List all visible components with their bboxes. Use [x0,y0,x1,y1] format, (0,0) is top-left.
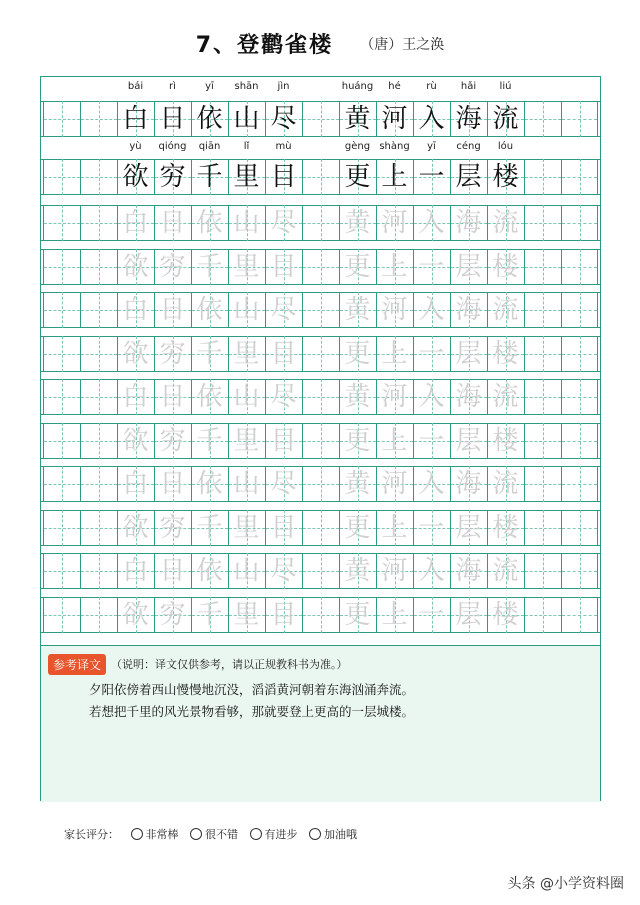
tracing-character: 流 [492,556,519,586]
tracing-character: 千 [196,339,223,369]
tracing-character: 尽 [270,469,297,499]
grid-cell[interactable] [80,510,117,546]
tracing-character: 河 [381,382,408,412]
tracing-character: 黄 [344,556,371,586]
tracing-character: 海 [455,556,482,586]
grid-cell[interactable] [43,205,80,241]
grid-cell[interactable] [80,553,117,589]
tracing-character: 更 [344,600,371,630]
pinyin-label: rì [169,81,176,92]
grid-cell[interactable] [80,205,117,241]
tracing-character: 上 [381,339,408,369]
grid-cell[interactable] [524,159,561,195]
tracing-character: 欲 [122,600,149,630]
tracing-character: 日 [159,382,186,412]
tracing-character: 里 [233,339,260,369]
grid-cell[interactable] [80,466,117,502]
poem-character: 里 [233,162,260,192]
grid-cell[interactable] [524,336,561,372]
tracing-character: 层 [455,513,482,543]
pinyin-label: hǎi [460,81,477,92]
translation-line: 若想把千里的风光景物看够，那就要登上更高的一层城楼。 [89,704,415,719]
grid-cell[interactable] [561,597,598,633]
grid-cell[interactable] [43,423,80,459]
tracing-character: 山 [233,382,260,412]
practice-sheet [40,76,601,801]
tracing-character: 海 [455,382,482,412]
tracing-character: 目 [270,513,297,543]
tracing-character: 海 [455,208,482,238]
rating-label: 家长评分： [64,828,119,841]
tracing-character: 山 [233,295,260,325]
poem-character: 欲 [122,162,149,192]
poem-character: 入 [418,104,445,134]
grid-cell[interactable] [524,101,561,137]
grid-cell[interactable] [302,336,339,372]
tracing-character: 一 [418,252,445,282]
tracing-character: 黄 [344,382,371,412]
tracing-character: 更 [344,252,371,282]
grid-cell[interactable] [302,379,339,415]
poem-character: 流 [492,104,519,134]
grid-cell[interactable] [561,423,598,459]
pinyin-label: qiān [198,141,221,152]
tracing-character: 入 [418,382,445,412]
tracing-character: 上 [381,600,408,630]
tracing-character: 流 [492,469,519,499]
grid-cell[interactable] [302,553,339,589]
rating-option-label: 很不错 [205,828,238,841]
tracing-character: 里 [233,600,260,630]
grid-cell[interactable] [302,159,339,195]
grid-cell[interactable] [302,292,339,328]
pinyin-label: céng [456,141,481,152]
grid-cell[interactable] [524,553,561,589]
grid-cell[interactable] [561,249,598,285]
tracing-character: 山 [233,469,260,499]
poem-character: 千 [196,162,223,192]
tracing-character: 河 [381,469,408,499]
grid-cell[interactable] [43,159,80,195]
grid-cell[interactable] [524,205,561,241]
pinyin-label: gèng [344,141,371,152]
grid-cell[interactable] [43,466,80,502]
grid-cell[interactable] [80,159,117,195]
grid-cell[interactable] [302,510,339,546]
tracing-character: 欲 [122,513,149,543]
rating-option-label: 加油哦 [324,828,357,841]
grid-cell[interactable] [524,597,561,633]
tracing-character: 穷 [159,339,186,369]
rating-option-label: 有进步 [264,828,298,841]
tracing-character: 山 [233,556,260,586]
poem-character: 山 [233,104,260,134]
tracing-character: 河 [381,295,408,325]
grid-cell[interactable] [80,423,117,459]
poem-character: 目 [270,162,297,192]
tracing-character: 层 [455,426,482,456]
grid-cell[interactable] [43,292,80,328]
poem-character: 白 [122,104,149,134]
tracing-character: 依 [196,556,223,586]
tracing-character: 千 [196,513,223,543]
grid-cell[interactable] [302,249,339,285]
rating-option-circle[interactable] [131,828,143,840]
tracing-character: 穷 [159,513,186,543]
tracing-character: 楼 [492,339,519,369]
poem-character: 海 [455,104,482,134]
grid-cell[interactable] [43,510,80,546]
grid-cell[interactable] [43,101,80,137]
pinyin-label: yù [129,141,142,152]
tracing-character: 更 [344,513,371,543]
tracing-character: 黄 [344,295,371,325]
tracing-character: 千 [196,600,223,630]
pinyin-label: huáng [341,81,374,92]
tracing-character: 入 [418,469,445,499]
pinyin-label: shàng [379,141,410,152]
tracing-character: 流 [492,382,519,412]
tracing-character: 流 [492,295,519,325]
tracing-character: 穷 [159,600,186,630]
rating-option-circle[interactable] [250,828,262,840]
poem-character: 穷 [159,162,186,192]
tracing-character: 日 [159,295,186,325]
tracing-character: 层 [455,252,482,282]
tracing-character: 目 [270,426,297,456]
poem-character: 楼 [492,162,519,192]
tracing-character: 白 [122,382,149,412]
grid-cell[interactable] [80,379,117,415]
tracing-character: 千 [196,426,223,456]
pinyin-label: qióng [158,141,187,152]
reference-panel [41,645,600,802]
tracing-character: 白 [122,208,149,238]
rating-option-circle[interactable] [190,828,202,840]
tracing-character: 白 [122,556,149,586]
pinyin-label: yī [427,141,436,152]
poem-character: 更 [344,162,371,192]
tracing-character: 白 [122,295,149,325]
poem-character: 日 [159,104,186,134]
grid-cell[interactable] [80,249,117,285]
tracing-character: 千 [196,252,223,282]
tracing-character: 层 [455,339,482,369]
tracing-character: 依 [196,469,223,499]
grid-cell[interactable] [561,159,598,195]
rating-option-circle[interactable] [309,828,321,840]
tracing-character: 日 [159,556,186,586]
pinyin-label: yī [205,81,214,92]
poem-character: 河 [381,104,408,134]
grid-cell[interactable] [302,205,339,241]
tracing-character: 依 [196,295,223,325]
tracing-character: 尽 [270,208,297,238]
grid-cell[interactable] [302,597,339,633]
tracing-character: 河 [381,208,408,238]
tracing-character: 目 [270,339,297,369]
tracing-character: 海 [455,295,482,325]
pinyin-label: shān [234,81,259,92]
pinyin-label: hé [388,81,401,92]
grid-cell[interactable] [302,466,339,502]
tracing-character: 楼 [492,513,519,543]
grid-cell[interactable] [302,101,339,137]
tracing-character: 更 [344,339,371,369]
grid-cell[interactable] [43,379,80,415]
grid-cell[interactable] [561,336,598,372]
grid-cell[interactable] [524,423,561,459]
grid-cell[interactable] [561,466,598,502]
tracing-character: 日 [159,208,186,238]
tracing-character: 穷 [159,426,186,456]
tracing-character: 山 [233,208,260,238]
tracing-character: 流 [492,208,519,238]
watermark: 头条 @小学资料圈 [507,876,624,892]
pinyin-label: lóu [497,141,514,152]
poem-character: 一 [418,162,445,192]
grid-cell[interactable] [561,101,598,137]
tracing-character: 楼 [492,600,519,630]
grid-cell[interactable] [43,597,80,633]
parent-rating [64,826,357,846]
translation-line: 夕阳依傍着西山慢慢地沉没，滔滔黄河朝着东海汹涌奔流。 [89,682,415,697]
tracing-character: 里 [233,252,260,282]
tracing-character: 日 [159,469,186,499]
tracing-character: 一 [418,513,445,543]
grid-cell[interactable] [524,379,561,415]
grid-cell[interactable] [80,101,117,137]
tracing-character: 更 [344,426,371,456]
pinyin-label: mù [275,141,292,152]
tracing-character: 依 [196,208,223,238]
grid-cell[interactable] [524,466,561,502]
grid-cell[interactable] [561,292,598,328]
rating-option-label: 非常棒 [145,828,179,841]
grid-cell[interactable] [80,292,117,328]
tracing-character: 楼 [492,252,519,282]
tracing-character: 楼 [492,426,519,456]
tracing-character: 入 [418,295,445,325]
tracing-character: 海 [455,469,482,499]
tracing-character: 入 [418,208,445,238]
tracing-character: 穷 [159,252,186,282]
grid-cell[interactable] [80,336,117,372]
grid-cell[interactable] [561,553,598,589]
tracing-character: 目 [270,252,297,282]
reference-tag: 参考译文 [48,654,106,675]
pinyin-label: rù [426,81,437,92]
tracing-character: 欲 [122,426,149,456]
grid-cell[interactable] [524,510,561,546]
tracing-character: 依 [196,382,223,412]
grid-cell[interactable] [80,597,117,633]
poem-character: 黄 [344,104,371,134]
grid-cell[interactable] [43,249,80,285]
poem-character: 依 [196,104,223,134]
grid-cell[interactable] [561,379,598,415]
reference-note: （说明：译文仅供参考，请以正规教科书为准。） [111,658,348,671]
pinyin-label: liú [499,81,512,92]
poem-author: （唐）王之涣 [360,36,445,53]
tracing-character: 里 [233,426,260,456]
tracing-character: 尽 [270,556,297,586]
tracing-character: 上 [381,513,408,543]
tracing-character: 入 [418,556,445,586]
poem-character: 上 [381,162,408,192]
grid-cell[interactable] [302,423,339,459]
grid-cell[interactable] [524,292,561,328]
grid-cell[interactable] [43,553,80,589]
tracing-character: 上 [381,252,408,282]
tracing-character: 一 [418,426,445,456]
tracing-character: 一 [418,339,445,369]
tracing-character: 尽 [270,295,297,325]
tracing-character: 黄 [344,208,371,238]
tracing-character: 白 [122,469,149,499]
poem-character: 尽 [270,104,297,134]
tracing-character: 尽 [270,382,297,412]
pinyin-label: lǐ [243,141,250,152]
tracing-character: 上 [381,426,408,456]
tracing-character: 一 [418,600,445,630]
tracing-character: 河 [381,556,408,586]
tracing-character: 黄 [344,469,371,499]
grid-cell[interactable] [43,336,80,372]
grid-cell[interactable] [524,249,561,285]
grid-cell[interactable] [561,510,598,546]
tracing-character: 欲 [122,252,149,282]
poem-title: 7、登鹳雀楼 [195,33,334,58]
tracing-character: 里 [233,513,260,543]
tracing-character: 欲 [122,339,149,369]
pinyin-label: jìn [277,81,290,92]
tracing-character: 层 [455,600,482,630]
tracing-character: 目 [270,600,297,630]
poem-character: 层 [455,162,482,192]
grid-cell[interactable] [561,205,598,241]
title-row [0,28,640,64]
pinyin-label: bái [127,81,144,92]
